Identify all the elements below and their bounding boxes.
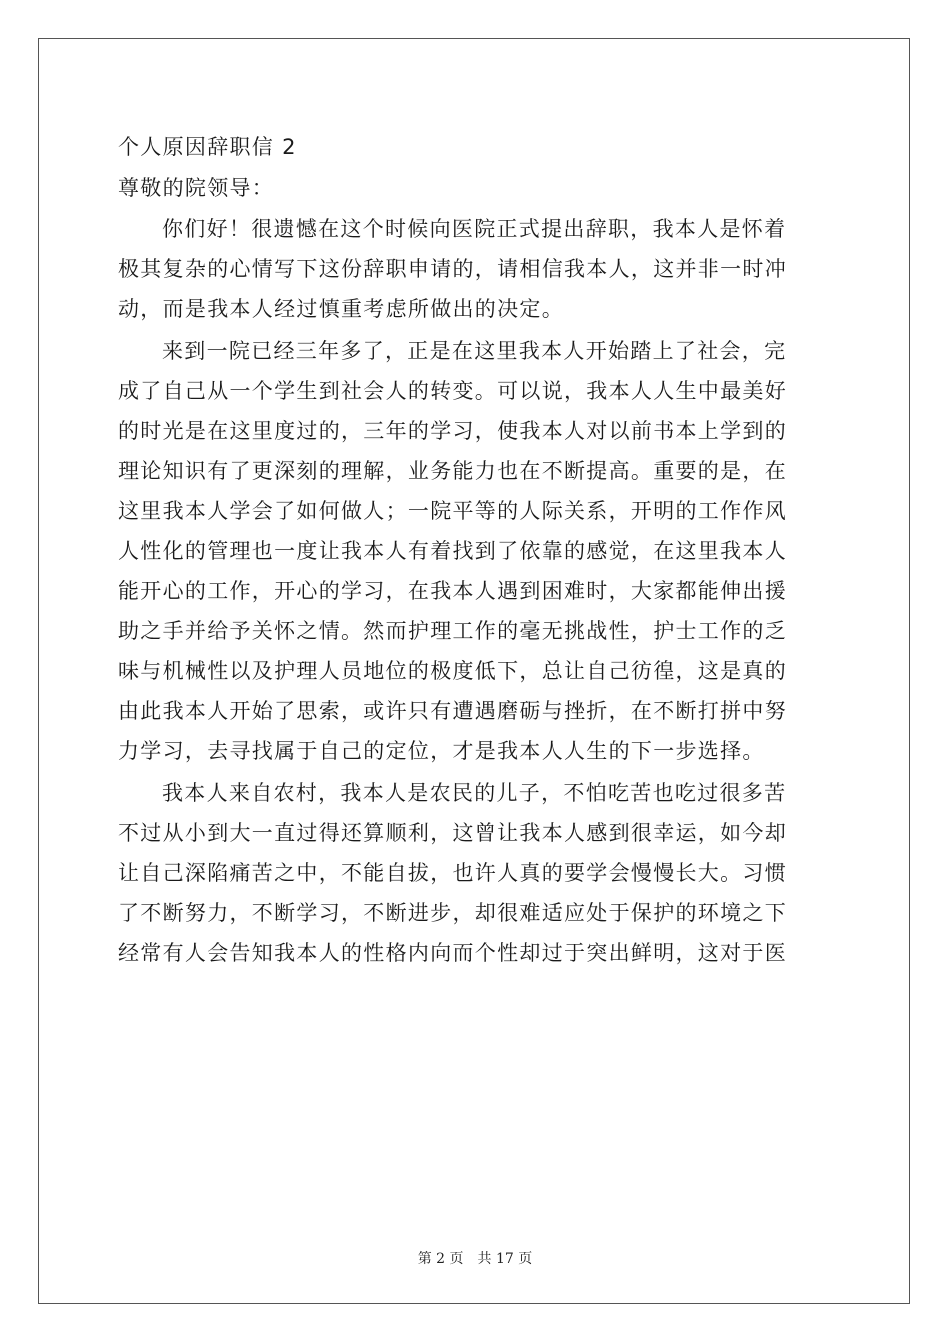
page-footer — [0, 1248, 950, 1268]
paragraph-line: 极其复杂的心情写下这份辞职申请的，请相信我本人，这并非一时冲 — [118, 257, 787, 281]
salutation: 尊敬的院领导： — [118, 176, 275, 200]
paragraph-line: 助之手并给予关怀之情。然而护理工作的毫无挑战性，护士工作的乏 — [118, 619, 787, 643]
paragraph-3 — [118, 773, 834, 973]
paragraph-line: 你们好！很遗憾在这个时候向医院正式提出辞职，我本人是怀着 — [162, 217, 787, 241]
paragraph-line: 理论知识有了更深刻的理解，业务能力也在不断提高。重要的是，在 — [118, 459, 787, 483]
paragraph-line: 动，而是我本人经过慎重考虑所做出的决定。 — [118, 297, 564, 321]
paragraph-line: 成了自己从一个学生到社会人的转变。可以说，我本人人生中最美好 — [118, 379, 787, 403]
paragraph-1 — [118, 209, 834, 329]
total-pages: 共 17 页 — [477, 1251, 533, 1267]
paragraph-line: 了不断努力，不断学习，不断进步，却很难适应处于保护的环境之下 — [118, 901, 787, 925]
paragraph-line: 的时光是在这里度过的，三年的学习，使我本人对以前书本上学到的 — [118, 419, 787, 443]
paragraph-line: 让自己深陷痛苦之中，不能自拔，也许人真的要学会慢慢长大。习惯 — [118, 861, 787, 885]
paragraph-line: 人性化的管理也一度让我本人有着找到了依靠的感觉，在这里我本人 — [118, 539, 787, 563]
paragraph-line: 经常有人会告知我本人的性格内向而个性却过于突出鲜明，这对于医 — [118, 941, 787, 965]
paragraph-line: 不过从小到大一直过得还算顺利，这曾让我本人感到很幸运，如今却 — [118, 821, 787, 845]
paragraph-line: 来到一院已经三年多了，正是在这里我本人开始踏上了社会，完 — [162, 339, 787, 363]
page-number: 第 2 页 — [417, 1251, 464, 1267]
paragraph-line: 力学习，去寻找属于自己的定位，才是我本人人生的下一步选择。 — [118, 739, 765, 763]
paragraph-line: 由此我本人开始了思索，或许只有遭遇磨砺与挫折，在不断打拼中努 — [118, 699, 787, 723]
paragraph-line: 味与机械性以及护理人员地位的极度低下，总让自己彷徨，这是真的 — [118, 659, 787, 683]
paragraph-line: 能开心的工作，开心的学习，在我本人遇到困难时，大家都能伸出援 — [118, 579, 787, 603]
document-body — [118, 127, 834, 975]
paragraph-line: 这里我本人学会了如何做人；一院平等的人际关系，开明的工作作风 — [118, 499, 787, 523]
document-title: 个人原因辞职信 2 — [118, 135, 297, 159]
paragraph-2 — [118, 331, 834, 771]
paragraph-line: 我本人来自农村，我本人是农民的儿子，不怕吃苦也吃过很多苦 — [162, 781, 787, 805]
